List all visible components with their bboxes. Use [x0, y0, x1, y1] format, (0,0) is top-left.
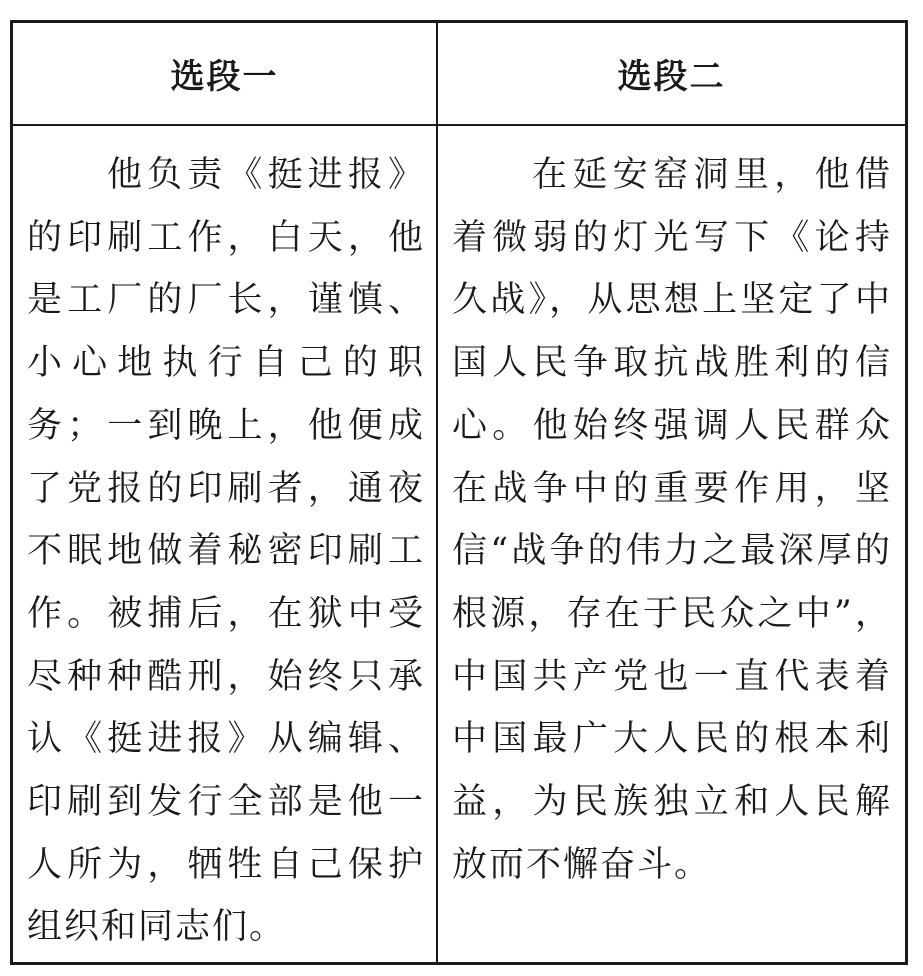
- excerpt-one-cell: [13, 126, 438, 962]
- excerpt-two-cell: [438, 126, 905, 962]
- excerpt-two-text: 在延安窑洞里，他借着微弱的灯光写下《论持久战》，从思想上坚定了中国人民争取抗战胜利的信心。他始终强调人民群众在战争中的重要作用，坚信“战争的伟力之最深厚的根源，存在于民众之中”，中国共产党也一直代表着中国最广大人民的根本利益，为民族独立和人民解放而不懈奋斗。: [452, 155, 892, 885]
- comparison-table: [10, 20, 908, 965]
- header-excerpt-two: 选段二: [438, 23, 905, 126]
- header-excerpt-one: 选段一: [13, 23, 438, 126]
- excerpt-one-text: 他负责《挺进报》的印刷工作，白天，他是工厂的厂长，谨慎、小心地执行自己的职务；一到晚上，他便成了党报的印刷者，通夜不眠地做着秘密印刷工作。被捕后，在狱中受尽种种酷刑，始终只承认《挺进报》从编辑、印刷到发行全部是他一人所为，牺牲自己保护组织和同志们。: [27, 155, 425, 948]
